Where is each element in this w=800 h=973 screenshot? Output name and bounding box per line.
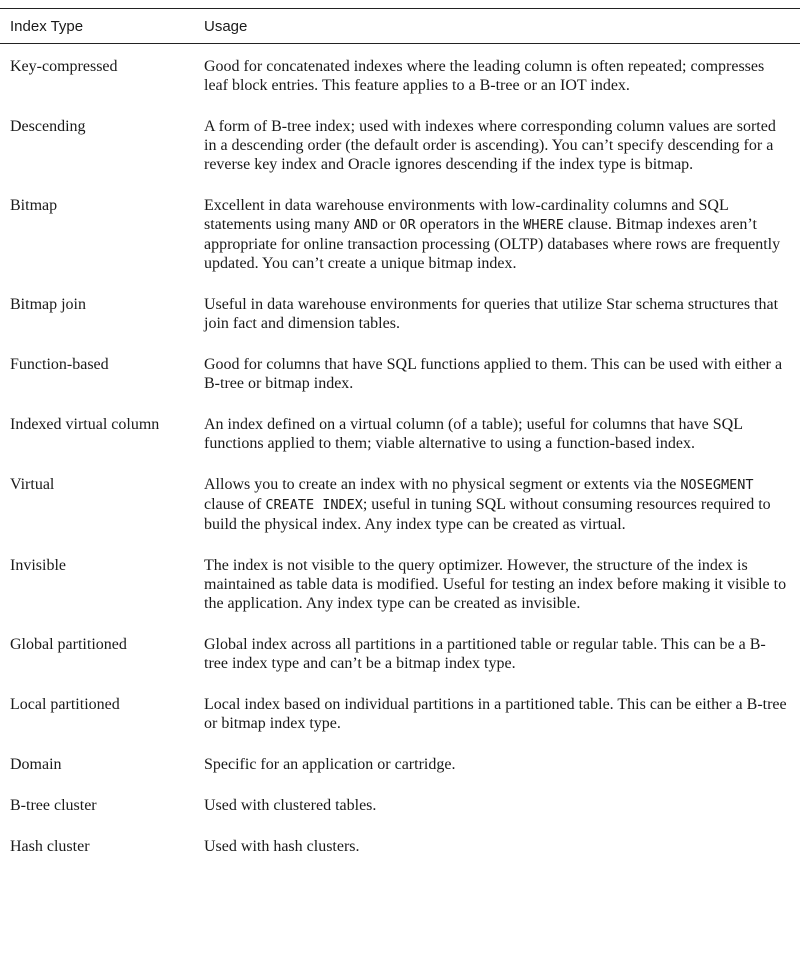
index-type-cell: B-tree cluster bbox=[10, 797, 97, 814]
table-row bbox=[0, 117, 800, 174]
table-row bbox=[0, 837, 800, 856]
usage-cell: Local index based on individual partitions in a partitioned table. This can be either a B-tree or bitmap index type. bbox=[204, 696, 787, 732]
index-type-cell: Domain bbox=[10, 756, 62, 773]
code-where: WHERE bbox=[523, 217, 564, 233]
table-row bbox=[0, 355, 800, 393]
usage-text: clause. Bitmap indexes aren’t appropriate for online transaction processing (OLTP) databases where rows are frequently updated. You can’t create a unique bitmap index. bbox=[204, 216, 781, 272]
usage-cell: Global index across all partitions in a partitioned table or regular table. This can be a B-tree index type and can’t be a bitmap index type. bbox=[204, 636, 766, 672]
code-create-index: CREATE INDEX bbox=[265, 497, 363, 513]
index-types-table bbox=[0, 8, 800, 856]
index-type-cell: Virtual bbox=[10, 476, 55, 493]
usage-cell: Useful in data warehouse environments for queries that utilize Star schema structures that join fact and dimension tables. bbox=[204, 296, 779, 332]
header-usage: Usage bbox=[204, 17, 248, 35]
table-row bbox=[0, 415, 800, 453]
table-row bbox=[0, 556, 800, 613]
table-row bbox=[0, 695, 800, 733]
index-type-cell: Bitmap join bbox=[10, 296, 86, 313]
header-index-type: Index Type bbox=[10, 17, 84, 35]
usage-text: or bbox=[378, 216, 400, 233]
index-type-cell: Hash cluster bbox=[10, 838, 90, 855]
table-row bbox=[0, 635, 800, 673]
index-type-cell: Key-compressed bbox=[10, 58, 118, 75]
table-row bbox=[0, 57, 800, 95]
code-and: AND bbox=[353, 217, 379, 233]
index-type-cell: Descending bbox=[10, 118, 86, 135]
usage-cell: Good for columns that have SQL functions applied to them. This can be used with either a B-tree or bitmap index. bbox=[204, 356, 783, 392]
index-type-cell: Global partitioned bbox=[10, 636, 127, 653]
table-row bbox=[0, 475, 800, 534]
table-row bbox=[0, 295, 800, 333]
index-type-cell: Indexed virtual column bbox=[10, 416, 160, 433]
usage-text: ; useful in tuning SQL without consuming resources required to build the physical index. Any index type can be created as virtual. bbox=[204, 496, 771, 533]
code-or: OR bbox=[399, 217, 416, 233]
usage-cell: Used with clustered tables. bbox=[204, 797, 377, 814]
usage-cell: An index defined on a virtual column (of a table); useful for columns that have SQL functions applied to them; viable alternative to using a function-based index. bbox=[204, 416, 743, 452]
index-type-cell: Invisible bbox=[10, 557, 66, 574]
table-row bbox=[0, 796, 800, 815]
usage-text: clause of bbox=[204, 496, 266, 513]
index-type-cell: Local partitioned bbox=[10, 696, 120, 713]
usage-text: Excellent in data warehouse environments with low-cardinality columns and SQL statements using many bbox=[204, 197, 729, 233]
table-row bbox=[0, 755, 800, 774]
index-type-cell: Function-based bbox=[10, 356, 109, 373]
usage-cell bbox=[204, 196, 800, 273]
usage-cell: Specific for an application or cartridge. bbox=[204, 756, 456, 773]
usage-cell: The index is not visible to the query optimizer. However, the structure of the index is maintained as table data is modified. Useful for testing an index before making it visible to the application. Any index type can be created as invisible. bbox=[204, 557, 787, 612]
usage-cell bbox=[204, 475, 800, 534]
usage-text: Allows you to create an index with no physical segment or extents via the bbox=[204, 476, 681, 493]
table-header bbox=[0, 8, 800, 44]
usage-cell: A form of B-tree index; used with indexes where corresponding column values are sorted in a descending order (the default order is ascending). You can’t specify descending for a reverse key index and Oracle ignores descending if the index type is bitmap. bbox=[204, 118, 776, 173]
usage-text: operators in the bbox=[415, 216, 524, 233]
usage-cell: Used with hash clusters. bbox=[204, 838, 360, 855]
code-nosegment: NOSEGMENT bbox=[680, 477, 754, 493]
index-type-cell: Bitmap bbox=[10, 197, 58, 214]
usage-cell: Good for concatenated indexes where the leading column is often repeated; compresses leaf block entries. This feature applies to a B-tree or an IOT index. bbox=[204, 58, 765, 94]
table-row bbox=[0, 196, 800, 273]
